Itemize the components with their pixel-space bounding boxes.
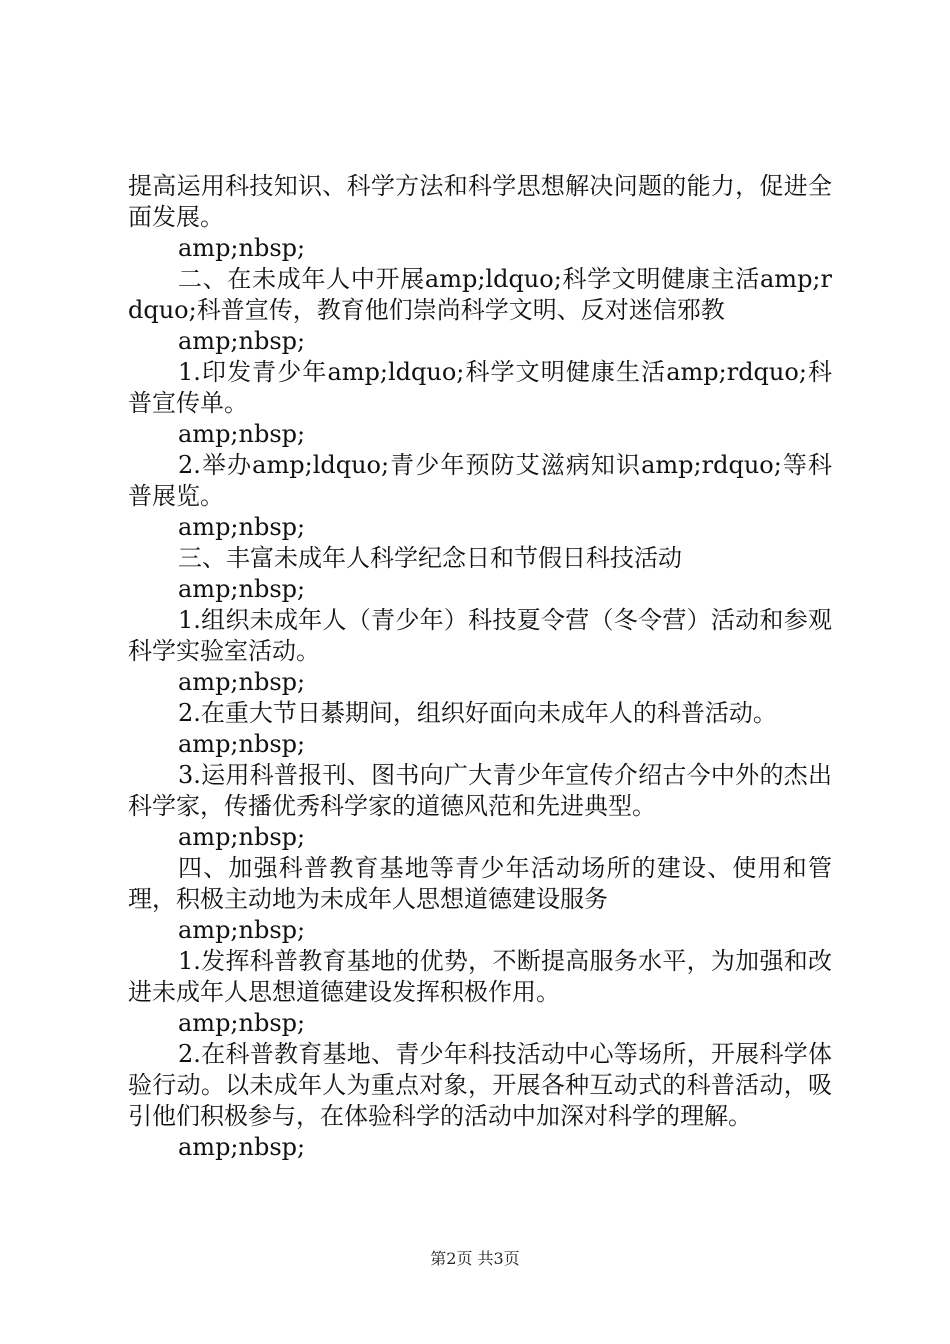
list-item: 1.印发青少年amp;ldquo;科学文明健康生活amp;rdquo;科普宣传单。 bbox=[128, 358, 832, 417]
section-heading: 三、丰富未成年人科学纪念日和节假日科技活动 bbox=[178, 544, 682, 572]
paragraph-placeholder: amp;nbsp; bbox=[178, 668, 306, 696]
paragraph-placeholder: amp;nbsp; bbox=[178, 1133, 306, 1161]
list-item: 2.在科普教育基地、青少年科技活动中心等场所，开展科学体验行动。以未成年人为重点对象，开展各种互动式的科普活动，吸引他们积极参与，在体验科学的活动中加深对科学的理解。 bbox=[128, 1040, 832, 1130]
list-item: 2.举办amp;ldquo;青少年预防艾滋病知识amp;rdquo;等科普展览。 bbox=[128, 451, 832, 510]
page-number-footer: 第2页 共3页 bbox=[430, 1249, 520, 1268]
paragraph-placeholder: amp;nbsp; bbox=[178, 513, 306, 541]
paragraph-placeholder: amp;nbsp; bbox=[178, 234, 306, 262]
paragraph-placeholder: amp;nbsp; bbox=[178, 823, 306, 851]
list-item: 3.运用科普报刊、图书向广大青少年宣传介绍古今中外的杰出科学家，传播优秀科学家的道德风范和先进典型。 bbox=[128, 761, 832, 820]
list-item: 1.发挥科普教育基地的优势，不断提高服务水平，为加强和改进未成年人思想道德建设发挥积极作用。 bbox=[128, 947, 832, 1006]
paragraph: 提高运用科技知识、科学方法和科学思想解决问题的能力，促进全面发展。 bbox=[128, 172, 832, 231]
paragraph-placeholder: amp;nbsp; bbox=[178, 916, 306, 944]
list-item: 1.组织未成年人（青少年）科技夏令营（冬令营）活动和参观科学实验室活动。 bbox=[128, 606, 832, 665]
paragraph-placeholder: amp;nbsp; bbox=[178, 1009, 306, 1037]
document-body bbox=[128, 171, 832, 1163]
paragraph-placeholder: amp;nbsp; bbox=[178, 327, 306, 355]
section-heading: 四、加强科普教育基地等青少年活动场所的建设、使用和管理，积极主动地为未成年人思想道德建设服务 bbox=[128, 854, 832, 913]
paragraph-placeholder: amp;nbsp; bbox=[178, 420, 306, 448]
section-heading: 二、在未成年人中开展amp;ldquo;科学文明健康主活amp;rdquo;科普宣传，教育他们崇尚科学文明、反对迷信邪教 bbox=[128, 265, 832, 324]
paragraph-placeholder: amp;nbsp; bbox=[178, 730, 306, 758]
list-item: 2.在重大节日綦期间，组织好面向未成年人的科普活动。 bbox=[178, 699, 777, 727]
paragraph-placeholder: amp;nbsp; bbox=[178, 575, 306, 603]
